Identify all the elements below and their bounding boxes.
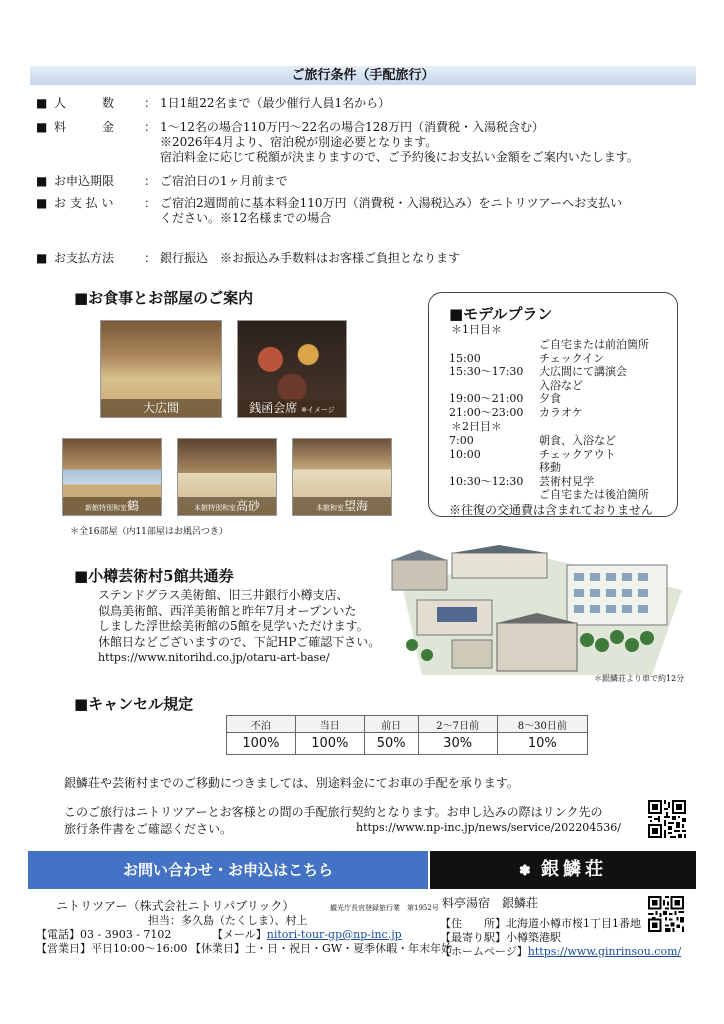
table-row	[227, 733, 588, 755]
model-plan-day1: ＊1日目＊	[451, 323, 502, 336]
fish-logo-icon: ✽	[518, 863, 531, 879]
contract-note-1: このご旅行はニトリツアーとお客様との間の手配旅行契約となります。お申し込みの際はリンク先の	[64, 805, 603, 819]
photo-room-tsuru	[62, 438, 162, 516]
art-url[interactable]: https://www.nitorihd.co.jp/otaru-art-base/	[98, 651, 330, 664]
condition-row-payment-method: ■ お支払方法 ： 銀行振込 ※お振込み手数料はお客様ご負担となります	[36, 251, 461, 265]
contract-url[interactable]: https://www.np-inc.jp/news/service/202204536/	[356, 821, 622, 834]
price-note-2: 宿泊料金に応じて税額が決まりますので、ご予約後にお支払い金額をご案内いたします。	[160, 150, 639, 164]
photo-zenibako-kaiseki	[237, 320, 347, 418]
transfer-note: 銀鱗荘や芸術村までのご移動につきましては、別途料金にてお車の手配を承ります。	[64, 776, 519, 790]
company-tel: 【電話】03 - 3903 - 7102	[36, 928, 172, 941]
photo-room-takasago	[177, 438, 277, 516]
table-cell: 100%	[295, 733, 364, 755]
table-cell: 100%	[227, 733, 296, 755]
cancel-table	[226, 715, 588, 755]
inn-name: 料亭湯宿 銀鱗荘	[442, 896, 539, 910]
company-mail: 【メール】nitori-tour-gp@np-inc.jp	[212, 928, 402, 941]
table-cell: 50%	[364, 733, 418, 755]
qr-code-icon[interactable]	[648, 896, 684, 932]
table-header: 8～30日前	[497, 716, 587, 733]
art-village-map	[382, 545, 692, 685]
mail-link[interactable]: nitori-tour-gp@np-inc.jp	[266, 928, 402, 941]
inn-station: 【最寄り駅】小樽築港駅	[440, 931, 561, 944]
condition-row-deadline: ■ お申込期限 ： ご宿泊日の1ヶ月前まで	[36, 174, 288, 188]
company-license: 観光庁長官登録旅行業 第1952号	[330, 904, 439, 912]
table-row	[227, 716, 588, 733]
map-illustration	[382, 545, 692, 685]
inn-homepage: 【ホームページ】https://www.ginrinsou.com/	[440, 945, 682, 958]
payment-note: ください。※12名様までの場合	[160, 211, 332, 225]
photo-room-bokai	[292, 438, 392, 516]
model-plan-note: ※往復の交通費は含まれておりません	[449, 503, 654, 517]
art-description: ステンドグラス美術館、旧三井銀行小樽支店、 似鳥美術館、西洋美術館と昨年7月オープンいた しました浮世絵美術館の5館を見学いただけます。 休館日などございますので、下記HPご確認下さい。 https://www.nitorihd.co.jp/otaru-art-base/	[98, 588, 381, 664]
homepage-link[interactable]: https://www.ginrinsou.com/	[527, 945, 682, 958]
price-note-1: ※2026年4月より、宿泊税が別途必要となります。	[160, 135, 438, 149]
photo-caption: 大広間	[101, 399, 221, 417]
page-title: ご旅行条件（手配旅行）	[30, 66, 696, 85]
inn-logo	[430, 851, 696, 889]
table-header: 2～7日前	[418, 716, 497, 733]
model-plan-heading: ■モデルプラン	[449, 305, 553, 323]
condition-row-people: ■ 人 数 ： 1日1組22名まで（最少催行人員1名から）	[36, 96, 391, 110]
table-cell: 10%	[497, 733, 587, 755]
table-header: 不泊	[227, 716, 296, 733]
table-cell: 30%	[418, 733, 497, 755]
rooms-note: ＊全16部屋（内11部屋はお風呂つき）	[70, 527, 228, 537]
photo-grand-hall	[100, 320, 222, 418]
art-section-heading: ■小樽芸術村5館共通券	[74, 567, 234, 585]
model-plan-day2: ＊2日目＊	[451, 420, 502, 433]
model-plan-box: ■モデルプラン ＊1日目＊ ご自宅または前泊箇所 15:00 チェックイン 15:30～17:30 大広間にて講演会 入浴など 19:00～21:00 夕食 21:00～23:00 カラオケ ＊2日目＊ 7:00 朝食、入浴など 10:00 チェックアウト 移動 10:30～12:30 芸術村見学 ご自宅または後泊箇所 ※往復の交通費は含まれておりません	[428, 292, 678, 517]
photo-caption: 本館特別和室高砂	[178, 497, 276, 515]
map-note: ＊銀鱗荘より車で約12分	[594, 674, 685, 683]
company-name: ニトリツアー（株式会社ニトリパブリック）	[56, 899, 295, 913]
table-header: 当日	[295, 716, 364, 733]
condition-row-price: ■ 料 金 ： 1～12名の場合110万円～22名の場合128万円（消費税・入湯税含む）	[36, 120, 544, 134]
cancel-section-heading: ■キャンセル規定	[74, 695, 194, 713]
photo-caption: 本館和室望海	[293, 497, 391, 515]
inn-address: 【住 所】北海道小樽市桜1丁目1番地	[440, 917, 641, 930]
contact-bar: お問い合わせ・お申込はこちら	[28, 851, 428, 889]
photo-caption: 新館特別和室鶴	[63, 497, 161, 515]
table-header: 前日	[364, 716, 418, 733]
company-staff: 担当：多久島（たくしま）、村上	[148, 914, 308, 927]
condition-row-payment: ■ お 支 払 い ： ご宿泊2週間前に基本料金110万円（消費税・入湯税込み）をニトリツアーへお支払い	[36, 196, 623, 210]
company-holiday: 【休業日】土・日・祝日・GW・夏季休暇・年末年始	[190, 942, 453, 955]
logo-text: 銀鱗荘	[541, 859, 607, 880]
meal-section-heading: ■お食事とお部屋のご案内	[74, 289, 254, 307]
qr-code-icon[interactable]	[648, 800, 686, 838]
photo-caption: 銭函会席 ※イメージ	[238, 399, 346, 417]
company-hours: 【営業日】平日10:00～16:00	[36, 942, 188, 955]
contract-note-2: 旅行条件書をご確認ください。	[64, 822, 233, 836]
